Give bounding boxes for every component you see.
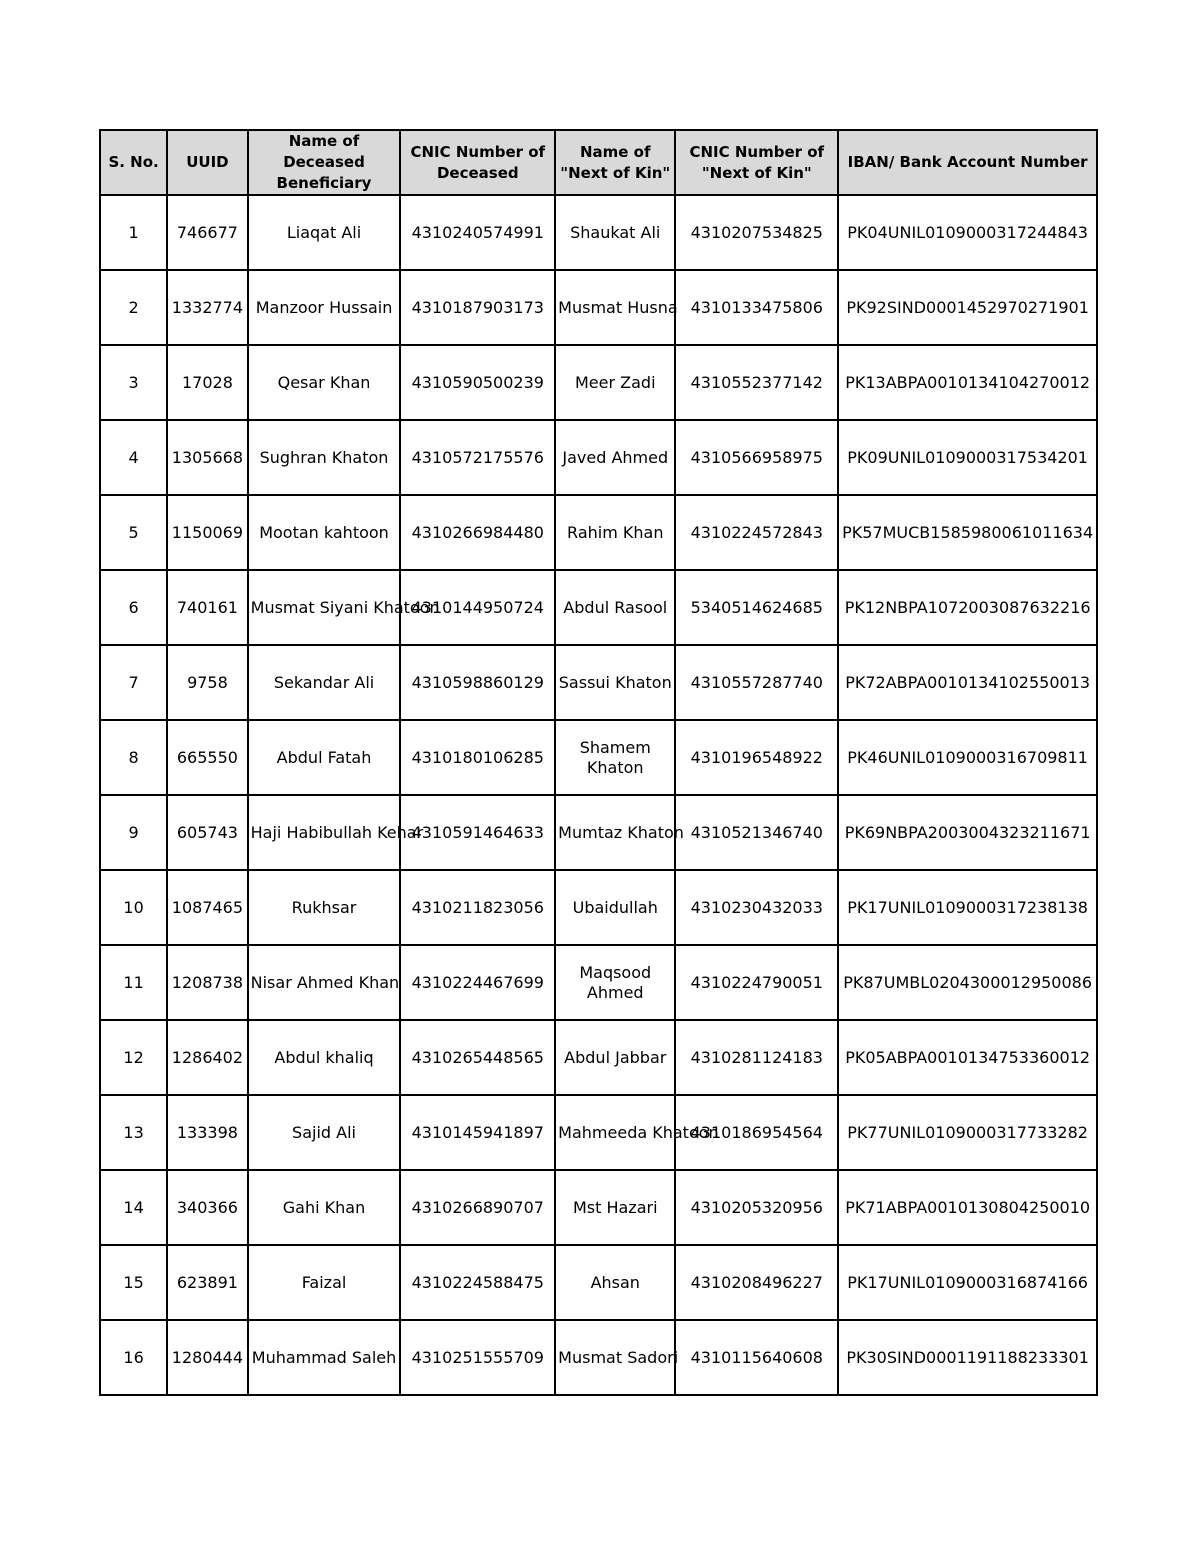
cell-deceased-cnic: 4310211823056	[400, 870, 555, 945]
cell-deceased-name: Sughran Khaton	[248, 420, 401, 495]
cell-sno: 14	[100, 1170, 167, 1245]
cell-uuid: 340366	[167, 1170, 247, 1245]
cell-kin-name: Musmat Sadori	[555, 1320, 675, 1395]
cell-uuid: 623891	[167, 1245, 247, 1320]
cell-uuid: 17028	[167, 345, 247, 420]
cell-iban: PK05ABPA0010134753360012	[838, 1020, 1097, 1095]
header-uuid: UUID	[167, 130, 247, 195]
table-row	[100, 270, 1097, 345]
header-sno: S. No.	[100, 130, 167, 195]
cell-uuid: 740161	[167, 570, 247, 645]
table-row	[100, 1170, 1097, 1245]
table-row	[100, 1020, 1097, 1095]
cell-deceased-cnic: 4310591464633	[400, 795, 555, 870]
cell-deceased-name: Muhammad Saleh	[248, 1320, 401, 1395]
cell-deceased-name: Qesar Khan	[248, 345, 401, 420]
table-body	[100, 195, 1097, 1395]
cell-sno: 7	[100, 645, 167, 720]
cell-sno: 5	[100, 495, 167, 570]
cell-kin-cnic: 4310557287740	[675, 645, 838, 720]
cell-deceased-name: Mootan kahtoon	[248, 495, 401, 570]
header-kin-cnic: CNIC Number of "Next of Kin"	[675, 130, 838, 195]
header-deceased-name: Name of Deceased Beneficiary	[248, 130, 401, 195]
cell-iban: PK17UNIL0109000316874166	[838, 1245, 1097, 1320]
cell-iban: PK46UNIL0109000316709811	[838, 720, 1097, 795]
cell-kin-name: Mahmeeda Khatoon	[555, 1095, 675, 1170]
cell-sno: 11	[100, 945, 167, 1020]
cell-deceased-cnic: 4310145941897	[400, 1095, 555, 1170]
cell-kin-cnic: 4310207534825	[675, 195, 838, 270]
cell-iban: PK72ABPA0010134102550013	[838, 645, 1097, 720]
cell-sno: 2	[100, 270, 167, 345]
cell-kin-cnic: 4310552377142	[675, 345, 838, 420]
cell-deceased-cnic: 4310266890707	[400, 1170, 555, 1245]
cell-kin-cnic: 4310115640608	[675, 1320, 838, 1395]
table-row	[100, 570, 1097, 645]
table-row	[100, 720, 1097, 795]
table-row	[100, 1095, 1097, 1170]
cell-deceased-name: Faizal	[248, 1245, 401, 1320]
cell-iban: PK87UMBL0204300012950086	[838, 945, 1097, 1020]
cell-sno: 1	[100, 195, 167, 270]
table-row	[100, 195, 1097, 270]
cell-deceased-name: Liaqat Ali	[248, 195, 401, 270]
cell-kin-cnic: 4310566958975	[675, 420, 838, 495]
cell-iban: PK12NBPA1072003087632216	[838, 570, 1097, 645]
cell-kin-name: Sassui Khaton	[555, 645, 675, 720]
cell-kin-cnic: 4310205320956	[675, 1170, 838, 1245]
cell-kin-name: Ahsan	[555, 1245, 675, 1320]
cell-deceased-name: Abdul khaliq	[248, 1020, 401, 1095]
cell-kin-name: Meer Zadi	[555, 345, 675, 420]
header-kin-name: Name of "Next of Kin"	[555, 130, 675, 195]
cell-kin-name: Maqsood Ahmed	[555, 945, 675, 1020]
cell-uuid: 1150069	[167, 495, 247, 570]
cell-sno: 13	[100, 1095, 167, 1170]
cell-kin-name: Ubaidullah	[555, 870, 675, 945]
cell-iban: PK17UNIL0109000317238138	[838, 870, 1097, 945]
table-row	[100, 795, 1097, 870]
cell-kin-cnic: 4310196548922	[675, 720, 838, 795]
header-deceased-cnic: CNIC Number of Deceased	[400, 130, 555, 195]
cell-deceased-cnic: 4310265448565	[400, 1020, 555, 1095]
cell-sno: 15	[100, 1245, 167, 1320]
cell-deceased-cnic: 4310598860129	[400, 645, 555, 720]
cell-iban: PK09UNIL0109000317534201	[838, 420, 1097, 495]
cell-deceased-name: Musmat Siyani Khatoon	[248, 570, 401, 645]
cell-deceased-cnic: 4310251555709	[400, 1320, 555, 1395]
cell-kin-name: Mumtaz Khaton	[555, 795, 675, 870]
cell-deceased-name: Haji Habibullah Kehar	[248, 795, 401, 870]
cell-kin-cnic: 4310133475806	[675, 270, 838, 345]
cell-sno: 16	[100, 1320, 167, 1395]
cell-uuid: 605743	[167, 795, 247, 870]
cell-kin-cnic: 4310224572843	[675, 495, 838, 570]
cell-kin-cnic: 5340514624685	[675, 570, 838, 645]
cell-deceased-name: Rukhsar	[248, 870, 401, 945]
cell-deceased-cnic: 4310144950724	[400, 570, 555, 645]
cell-sno: 3	[100, 345, 167, 420]
cell-kin-cnic: 4310230432033	[675, 870, 838, 945]
cell-iban: PK71ABPA0010130804250010	[838, 1170, 1097, 1245]
cell-deceased-cnic: 4310180106285	[400, 720, 555, 795]
cell-iban: PK77UNIL0109000317733282	[838, 1095, 1097, 1170]
cell-uuid: 1332774	[167, 270, 247, 345]
cell-deceased-cnic: 4310266984480	[400, 495, 555, 570]
cell-deceased-name: Manzoor Hussain	[248, 270, 401, 345]
cell-deceased-cnic: 4310240574991	[400, 195, 555, 270]
cell-iban: PK69NBPA2003004323211671	[838, 795, 1097, 870]
cell-sno: 6	[100, 570, 167, 645]
table-row	[100, 495, 1097, 570]
cell-kin-name: Abdul Jabbar	[555, 1020, 675, 1095]
header-iban: IBAN/ Bank Account Number	[838, 130, 1097, 195]
cell-kin-cnic: 4310521346740	[675, 795, 838, 870]
cell-kin-cnic: 4310186954564	[675, 1095, 838, 1170]
cell-kin-name: Rahim Khan	[555, 495, 675, 570]
cell-uuid: 746677	[167, 195, 247, 270]
cell-deceased-name: Abdul Fatah	[248, 720, 401, 795]
cell-uuid: 1286402	[167, 1020, 247, 1095]
cell-kin-name: Shamem Khaton	[555, 720, 675, 795]
cell-iban: PK57MUCB1585980061011634	[838, 495, 1097, 570]
cell-sno: 9	[100, 795, 167, 870]
cell-uuid: 1087465	[167, 870, 247, 945]
table-row	[100, 870, 1097, 945]
cell-kin-name: Mst Hazari	[555, 1170, 675, 1245]
cell-kin-cnic: 4310208496227	[675, 1245, 838, 1320]
cell-deceased-name: Sajid Ali	[248, 1095, 401, 1170]
cell-sno: 12	[100, 1020, 167, 1095]
cell-uuid: 1305668	[167, 420, 247, 495]
cell-deceased-cnic: 4310224588475	[400, 1245, 555, 1320]
cell-deceased-name: Nisar Ahmed Khan	[248, 945, 401, 1020]
table-row	[100, 945, 1097, 1020]
cell-deceased-cnic: 4310590500239	[400, 345, 555, 420]
cell-kin-cnic: 4310224790051	[675, 945, 838, 1020]
cell-deceased-name: Sekandar Ali	[248, 645, 401, 720]
cell-uuid: 1280444	[167, 1320, 247, 1395]
cell-kin-name: Abdul Rasool	[555, 570, 675, 645]
cell-deceased-cnic: 4310224467699	[400, 945, 555, 1020]
cell-kin-cnic: 4310281124183	[675, 1020, 838, 1095]
table-row	[100, 420, 1097, 495]
cell-uuid: 1208738	[167, 945, 247, 1020]
cell-deceased-name: Gahi Khan	[248, 1170, 401, 1245]
header-row	[100, 130, 1097, 195]
cell-deceased-cnic: 4310187903173	[400, 270, 555, 345]
cell-kin-name: Shaukat Ali	[555, 195, 675, 270]
cell-kin-name: Javed Ahmed	[555, 420, 675, 495]
cell-kin-name: Musmat Husna	[555, 270, 675, 345]
table-row	[100, 645, 1097, 720]
table-row	[100, 345, 1097, 420]
beneficiary-table	[99, 129, 1098, 1396]
cell-uuid: 665550	[167, 720, 247, 795]
cell-uuid: 133398	[167, 1095, 247, 1170]
cell-sno: 10	[100, 870, 167, 945]
cell-iban: PK13ABPA0010134104270012	[838, 345, 1097, 420]
cell-iban: PK30SIND0001191188233301	[838, 1320, 1097, 1395]
cell-uuid: 9758	[167, 645, 247, 720]
cell-iban: PK04UNIL0109000317244843	[838, 195, 1097, 270]
cell-sno: 8	[100, 720, 167, 795]
cell-iban: PK92SIND0001452970271901	[838, 270, 1097, 345]
cell-deceased-cnic: 4310572175576	[400, 420, 555, 495]
table-row	[100, 1245, 1097, 1320]
cell-sno: 4	[100, 420, 167, 495]
table-row	[100, 1320, 1097, 1395]
